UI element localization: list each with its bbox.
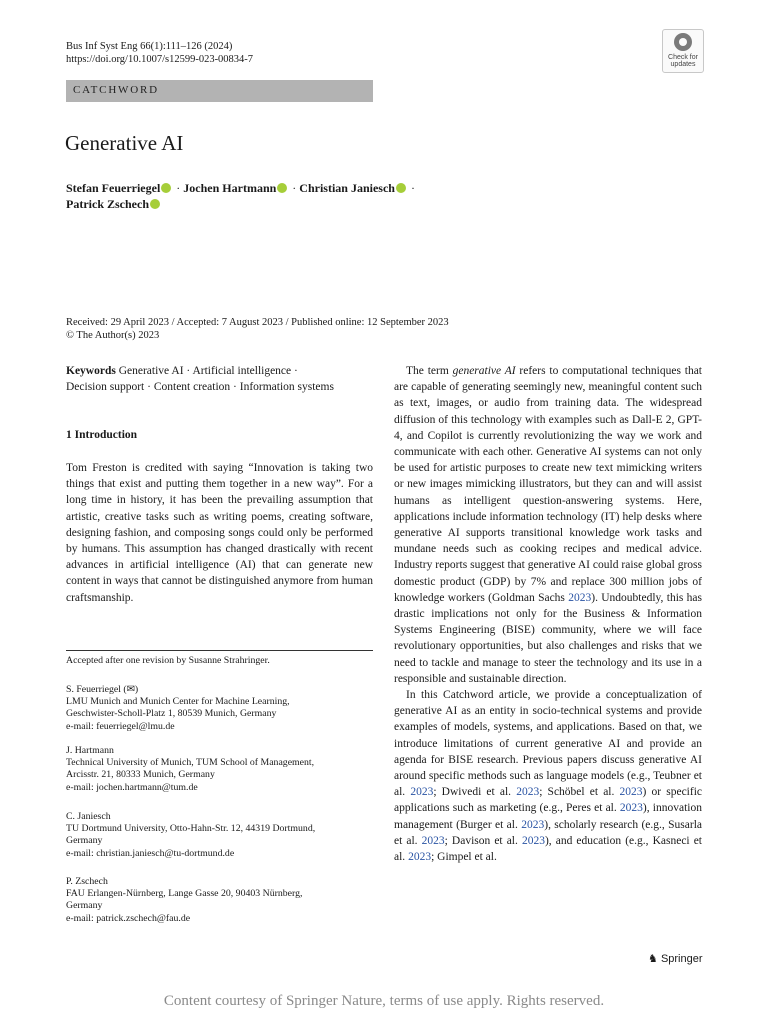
author-name[interactable]: Christian Janiesch [299,181,395,195]
email-link[interactable]: e-mail: feuerriegel@lmu.de [66,720,175,732]
affiliation-2: J. Hartmann Technical University of Munich, TUM School of Management, Arcisstr. 21, 80333 Munich, Germany e-mail: jochen.hartmann@tum.de [66,745,373,794]
crossmark-icon [674,33,692,51]
article-dates: Received: 29 April 2023 / Accepted: 7 August 2023 / Published online: 12 September 2023 © The Author(s) 2023 [66,317,449,341]
email-link[interactable]: e-mail: christian.janiesch@tu-dortmund.de [66,847,235,859]
citation-link[interactable]: 2023 [619,802,643,815]
accepted-date: Accepted: 7 August 2023 [176,317,283,328]
citation-link[interactable]: 2023 [568,591,592,604]
journal-citation: Bus Inf Syst Eng 66(1):111–126 (2024) [66,41,233,52]
received-date: Received: 29 April 2023 [66,317,169,328]
citation-link[interactable]: 2023 [410,786,434,799]
author-name[interactable]: Jochen Hartmann [183,181,277,195]
affiliation-4: P. Zschech FAU Erlangen-Nürnberg, Lange Gasse 20, 90403 Nürnberg, Germany e-mail: patrick.zschech@fau.de [66,876,373,925]
keywords-label: Keywords [66,365,116,377]
crossmark-line2: updates [670,61,696,68]
citation-link[interactable]: 2023 [516,786,540,799]
orcid-icon[interactable] [150,199,160,209]
author-list: Stefan Feuerriegel · Jochen Hartmann · Christian Janiesch · Patrick Zschech [66,181,415,211]
orcid-icon[interactable] [277,183,287,193]
crossmark-line1: Check for [668,54,698,61]
keywords: Keywords Generative AI · Artificial intelligence · Decision support · Content creation · Information systems [66,365,334,393]
orcid-icon[interactable] [161,183,171,193]
citation-link[interactable]: 2023 [619,786,643,799]
author-name[interactable]: Patrick Zschech [66,197,149,211]
orcid-icon[interactable] [396,183,406,193]
intro-paragraph: Tom Freston is credited with saying “Innovation is taking two things that exist and putting them together in a new way”. For a long time in history, it has been the prevailing assumption that artistic, creative tasks such as writing poems, creating software, designing fashion, and composing songs could only be performed by humans. This assumption has changed drastically with recent advances in artificial intelligence (AI) that can generate new content in ways that cannot be distinguished anymore from human craftsmanship. [66,462,373,604]
article-type-label: CATCHWORD [73,84,159,96]
publisher-name: Springer [660,953,703,965]
citation-link[interactable]: 2023 [421,834,445,847]
citation-link[interactable]: 2023 [521,834,545,847]
courtesy-notice: Content courtesy of Springer Nature, terms of use apply. Rights reserved. [163,993,605,1009]
article-title: Generative AI [65,131,184,155]
citation-link[interactable]: 2023 [521,818,545,831]
email-link[interactable]: e-mail: patrick.zschech@fau.de [66,912,191,924]
author-name[interactable]: Stefan Feuerriegel [66,181,161,195]
journal-info [66,40,253,66]
publisher-logo [648,952,703,965]
springer-horse-icon: ♞ [648,953,658,965]
doi-link[interactable]: https://doi.org/10.1007/s12599-023-00834-7 [66,54,254,65]
paragraph-definition: The term generative AI refers to computational techniques that are capable of generating seemingly new, meaningful content such as text, images, or audio from training data. The widespread diffusion of this technology with examples such as Dall-E 2, GPT-4, and Copilot is currently revolutionizing the way we work and communicate with each other. Generative AI systems can not only be used for artistic purposes to create new text mimicking writers or new images mimicking illustrators, but they can and will assist humans as intelligent question-answering systems. Here, applications include information technology (IT) help desks where generative AI supports transitional knowledge work tasks and mundane needs such as cooking recipes and medical advice. Industry reports suggest that generative AI could raise global gross domestic product (GDP) by 7% and replace 300 million jobs of knowledge workers (Goldman Sachs 2023). Undoubtedly, this has drastic implications not only for the Business & Information Systems Engineering (BISE) community, where we will face revolutionary opportunities, but also challenges and risks that we need to tackle and manage to steer the technology and its use in a responsible and sustainable direction. [394,365,703,685]
footnote-divider [66,650,373,651]
citation-link[interactable]: 2023 [408,851,432,864]
paragraph-catchword: In this Catchword article, we provide a conceptualization of generative AI as an entity in socio-technical systems and provide examples of models, systems, and applications. Based on that, we introduce limitations of current generative AI and provide an agenda for BISE research. Previous papers discuss generative AI around specific methods such as language models (e.g., Teubner et al. 2023; Dwivedi et al. 2023; Schöbel et al. 2023) or specific applications such as marketing (e.g., Peres et al. 2023), innovation management (Burger et al. 2023), scholarly research (e.g., Susarla et al. 2023; Davison et al. 2023), and education (e.g., Kasneci et al. 2023; Gimpel et al. [394,689,702,864]
body-column-right [394,363,702,865]
accepted-note: Accepted after one revision by Susanne Strahringer. [66,655,270,666]
crossmark-badge[interactable] [662,29,704,73]
published-date: Published online: 12 September 2023 [291,317,449,328]
copyright: © The Author(s) 2023 [66,330,160,341]
email-link[interactable]: e-mail: jochen.hartmann@tum.de [66,781,198,793]
section-heading: 1 Introduction [66,429,138,441]
affiliation-1: S. Feuerriegel (✉) LMU Munich and Munich Center for Machine Learning, Geschwister-Scholl-Platz 1, 80539 Munich, Germany e-mail: feuerriegel@lmu.de [66,684,373,733]
affiliation-3: C. Janiesch TU Dortmund University, Otto-Hahn-Str. 12, 44319 Dortmund, Germany e-mail: christian.janiesch@tu-dortmund.de [66,811,373,860]
article-type-banner [66,80,373,102]
